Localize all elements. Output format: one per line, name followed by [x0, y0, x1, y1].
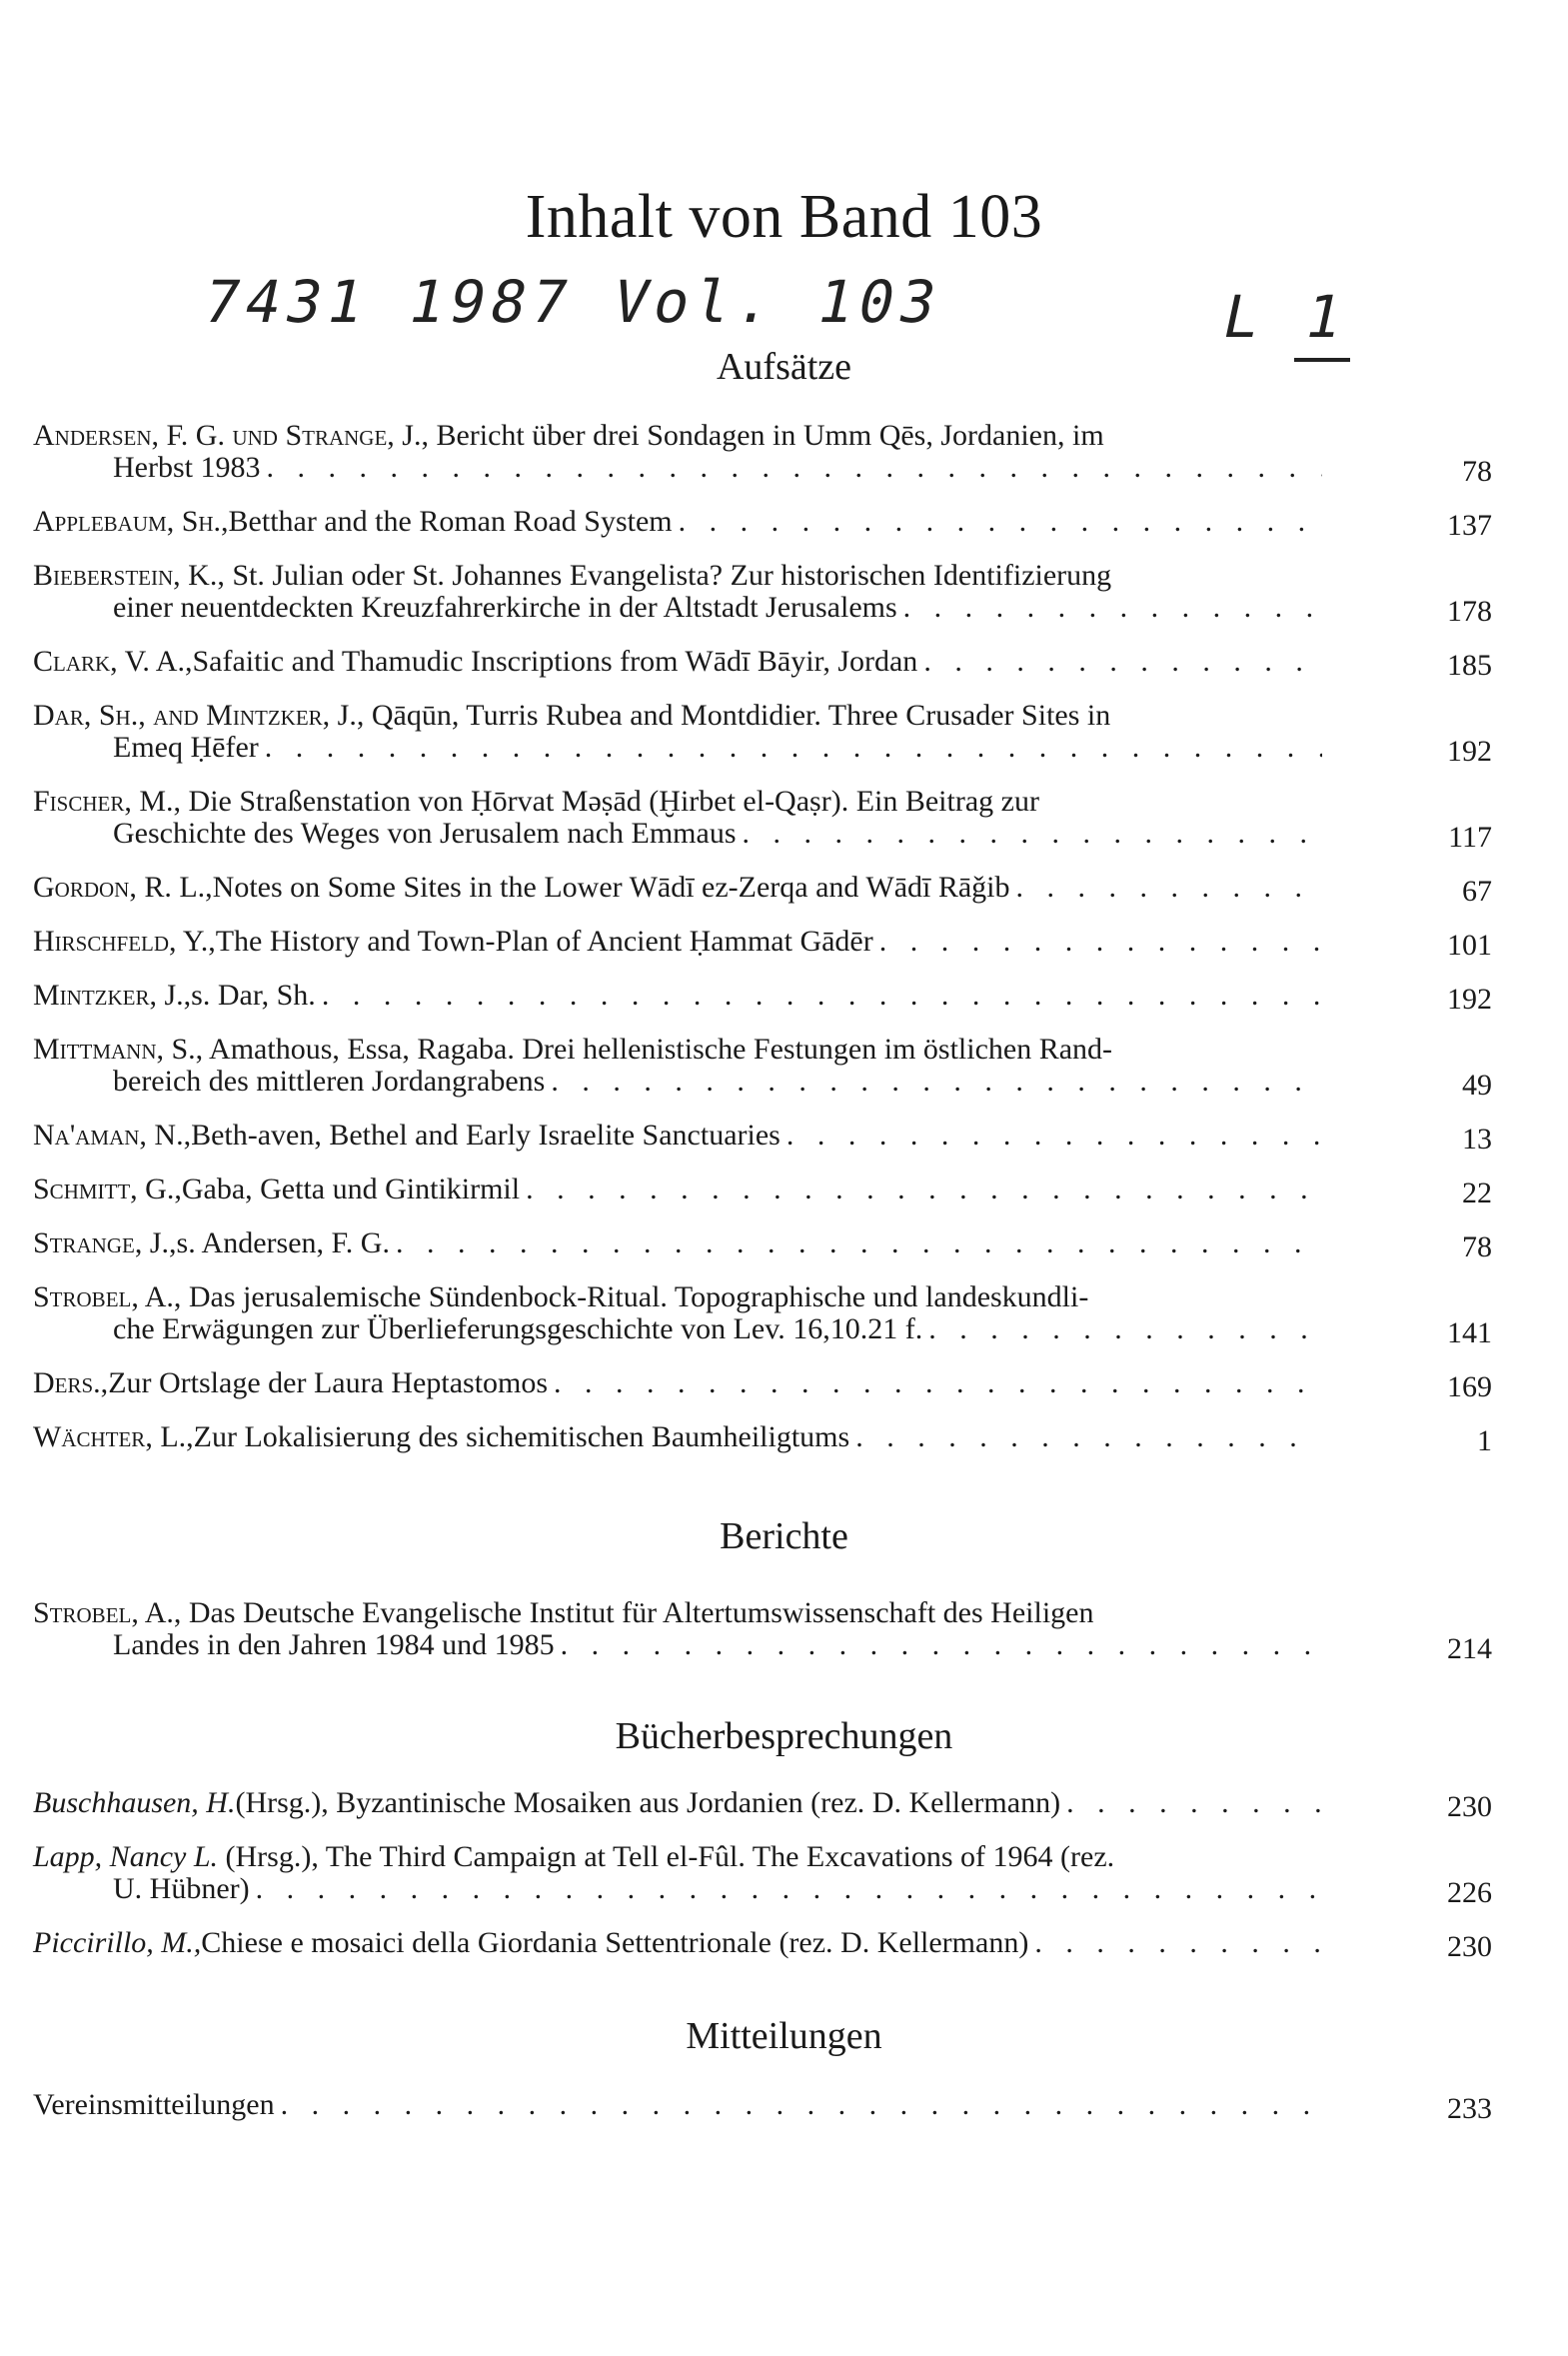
toc-entry [33, 1119, 1492, 1156]
entry-title: Zur Ortslage der Laura Heptastomos [108, 1366, 549, 1399]
entry-author: Applebaum, Sh., [33, 505, 229, 538]
entry-title: Bericht über drei Sondagen in Umm Qēs, Jordanien, im [436, 419, 1104, 452]
page-number: 101 [1447, 929, 1492, 962]
entry-first-line [33, 1841, 1317, 1873]
dot-leader [551, 1066, 1322, 1098]
entry-title: (Hrsg.), Byzantinische Mosaiken aus Jordanien (rez. D. Kellermann) [235, 1786, 1061, 1819]
dot-leader [322, 980, 1322, 1012]
page-number: 22 [1462, 1177, 1492, 1209]
entry-author: Lapp, Nancy L. [33, 1840, 219, 1873]
entry-title: Die Straßenstation von Ḥōrvat Məṣād (Ḫirbet el-Qaṣr). Ein Beitrag zur [188, 785, 1039, 818]
entry-first-line [33, 506, 1322, 538]
entry-author: Wächter, L., [33, 1420, 194, 1453]
toc-aufsaetze [33, 420, 1492, 1475]
toc-entry [33, 1366, 1492, 1403]
dot-leader [526, 1174, 1322, 1205]
entry-first-line [33, 1787, 1322, 1819]
toc-entry [33, 645, 1492, 682]
dot-leader [743, 818, 1322, 850]
toc-entry [33, 785, 1492, 854]
dot-leader [855, 1421, 1322, 1453]
section-heading-aufsaetze: Aufsätze [716, 346, 852, 388]
entry-author: Clark, V. A., [33, 645, 193, 678]
toc-entry [33, 979, 1492, 1016]
entry-first-line [33, 646, 1322, 678]
page-number: 137 [1447, 509, 1492, 542]
dot-leader [265, 732, 1322, 764]
entry-author: Gordon, R. L., [33, 871, 213, 904]
entry-second-line [33, 1629, 1322, 1661]
handwritten-shelfmark: L 1 [1216, 283, 1354, 351]
dot-leader [1066, 1787, 1322, 1819]
entry-second-line [33, 732, 1322, 764]
entry-first-line [33, 1927, 1322, 1959]
entry-title-continued: che Erwägungen zur Überlieferungsgeschichte von Lev. 16,10.21 f. [113, 1312, 923, 1345]
entry-second-line [33, 818, 1322, 850]
toc-entry [33, 1173, 1492, 1209]
dot-leader [923, 646, 1322, 678]
entry-title: Betthar and the Roman Road System [228, 505, 673, 538]
page-number: 13 [1462, 1123, 1492, 1156]
entry-author: Strobel, A., [33, 1596, 182, 1629]
entry-first-line [33, 1034, 1317, 1066]
entry-title: Qāqūn, Turris Rubea and Montdidier. Three Crusader Sites in [371, 699, 1111, 732]
toc-entry [33, 1786, 1492, 1823]
entry-author: Buschhausen, H. [33, 1786, 236, 1819]
entry-author: Fischer, M., [33, 785, 182, 818]
entry-title: Amathous, Essa, Ragaba. Drei hellenistische Festungen im östlichen Rand- [209, 1033, 1113, 1066]
entry-first-line [33, 786, 1317, 818]
section-heading-mitteilungen: Mitteilungen [686, 2015, 882, 2057]
dot-leader [396, 1227, 1322, 1259]
entry-first-line [33, 1174, 1322, 1205]
dot-leader [1034, 1927, 1322, 1959]
entry-title: (Hrsg.), The Third Campaign at Tell el-Fûl. The Excavations of 1964 (rez. [225, 1840, 1115, 1873]
entry-first-line [33, 420, 1317, 452]
entry-title-continued: Emeq Ḥēfer [113, 731, 259, 764]
toc-entry [33, 1840, 1492, 1909]
entry-author: Bieberstein, K., [33, 559, 225, 592]
page-number: 230 [1447, 1930, 1492, 1963]
page-number: 117 [1448, 821, 1492, 854]
entry-author: Schmitt, G., [33, 1173, 182, 1205]
entry-title: Notes on Some Sites in the Lower Wādī ez-Zerqa and Wādī Rāǧib [212, 871, 1010, 904]
entry-author: Strobel, A., [33, 1280, 182, 1313]
entry-first-line [33, 1281, 1317, 1313]
toc-entry [33, 505, 1492, 542]
toc-entry [33, 559, 1492, 628]
dot-leader [1016, 872, 1322, 904]
toc-entry [33, 2088, 1492, 2125]
entry-author: Mittmann, S., [33, 1033, 204, 1066]
page-number: 67 [1462, 875, 1492, 908]
section-heading-buecher: Bücherbesprechungen [615, 1715, 953, 1757]
toc-entry [33, 1280, 1492, 1349]
page-number: 185 [1447, 649, 1492, 682]
toc-entry [33, 925, 1492, 962]
entry-title: s. Dar, Sh. [191, 979, 316, 1012]
toc-entry [33, 871, 1492, 908]
entry-author: Mintzker, J., [33, 979, 192, 1012]
page-number: 78 [1462, 455, 1492, 488]
entry-first-line [33, 872, 1322, 904]
entry-title: Chiese e mosaici della Giordania Settentrionale (rez. D. Kellermann) [201, 1926, 1029, 1959]
page-number: 49 [1462, 1069, 1492, 1102]
entry-first-line [33, 1597, 1317, 1629]
entry-first-line [33, 700, 1317, 732]
entry-title: s. Andersen, F. G. [176, 1226, 390, 1259]
toc-entry [33, 1420, 1492, 1457]
entry-title-continued: Geschichte des Weges von Jerusalem nach Emmaus [113, 817, 737, 850]
entry-author: Dar, Sh., and Mintzker, J., [33, 699, 365, 732]
toc-entry [33, 1596, 1492, 1665]
entry-second-line [33, 592, 1322, 624]
toc-entry [33, 1033, 1492, 1102]
entry-title: Zur Lokalisierung des sichemitischen Baumheiligtums [193, 1420, 850, 1453]
entry-author: Piccirillo, M., [33, 1926, 202, 1959]
entry-second-line [33, 1066, 1322, 1098]
entry-first-line [33, 560, 1317, 592]
entry-first-line [33, 1367, 1322, 1399]
dot-leader [679, 506, 1322, 538]
entry-title-continued: einer neuentdeckten Kreuzfahrerkirche in der Altstadt Jerusalems [113, 591, 897, 624]
entry-title-continued: U. Hübner) [113, 1872, 250, 1905]
toc-buecher [33, 1787, 1492, 1981]
entry-first-line [33, 1120, 1322, 1152]
entry-title: Vereinsmitteilungen [33, 2088, 275, 2121]
entry-title: The History and Town-Plan of Ancient Ḥammat Gādēr [215, 925, 873, 958]
dot-leader [281, 2089, 1322, 2121]
entry-title-continued: Landes in den Jahren 1984 und 1985 [113, 1628, 555, 1661]
dot-leader [928, 1313, 1322, 1345]
page-title: Inhalt von Band 103 [525, 183, 1043, 251]
entry-first-line [33, 926, 1322, 958]
page-number: 214 [1447, 1632, 1492, 1665]
page-number: 178 [1447, 595, 1492, 628]
toc-mitteilungen [33, 2089, 1492, 2143]
toc-entry [33, 419, 1492, 488]
entry-title: Das jerusalemische Sündenbock-Ritual. Topographische und landeskundli- [188, 1280, 1089, 1313]
entry-title-continued: Herbst 1983 [113, 451, 261, 484]
entry-title: Gaba, Getta und Gintikirmil [181, 1173, 521, 1205]
dot-leader [786, 1120, 1322, 1152]
dot-leader [256, 1873, 1322, 1905]
page-number: 169 [1447, 1370, 1492, 1403]
entry-title-continued: bereich des mittleren Jordangrabens [113, 1065, 546, 1098]
page-number: 192 [1447, 735, 1492, 768]
entry-author: Na'aman, N., [33, 1119, 192, 1152]
entry-title: St. Julian oder St. Johannes Evangelista? Zur historischen Identifizierung [232, 559, 1112, 592]
toc-berichte [33, 1597, 1492, 1683]
section-heading-berichte: Berichte [720, 1515, 848, 1557]
page-number: 141 [1447, 1316, 1492, 1349]
entry-author: Hirschfeld, Y., [33, 925, 216, 958]
entry-first-line [33, 980, 1322, 1012]
entry-author: Ders., [33, 1366, 109, 1399]
page-number: 192 [1447, 983, 1492, 1016]
dot-leader [561, 1629, 1322, 1661]
entry-title: Beth-aven, Bethel and Early Israelite Sanctuaries [191, 1119, 781, 1152]
entry-first-line [33, 2089, 1322, 2121]
toc-entry [33, 1226, 1492, 1263]
dot-leader [266, 452, 1322, 484]
entry-author: Andersen, F. G. und Strange, J., [33, 419, 429, 452]
page-number: 230 [1447, 1790, 1492, 1823]
page-number: 1 [1477, 1424, 1492, 1457]
dot-leader [903, 592, 1322, 624]
entry-title: Das Deutsche Evangelische Institut für Altertumswissenschaft des Heiligen [188, 1596, 1094, 1629]
entry-second-line [33, 452, 1322, 484]
dot-leader [879, 926, 1322, 958]
entry-second-line [33, 1313, 1322, 1345]
handwritten-note: 7431 1987 Vol. 103 [197, 268, 948, 336]
dot-leader [554, 1367, 1322, 1399]
toc-entry [33, 699, 1492, 768]
entry-first-line [33, 1421, 1322, 1453]
entry-title: Safaitic and Thamudic Inscriptions from Wādī Bāyir, Jordan [192, 645, 918, 678]
page-number: 226 [1447, 1876, 1492, 1909]
page-number: 233 [1447, 2092, 1492, 2125]
toc-entry [33, 1926, 1492, 1963]
entry-first-line [33, 1227, 1322, 1259]
page-number: 78 [1462, 1230, 1492, 1263]
entry-second-line [33, 1873, 1322, 1905]
entry-author: Strange, J., [33, 1226, 177, 1259]
